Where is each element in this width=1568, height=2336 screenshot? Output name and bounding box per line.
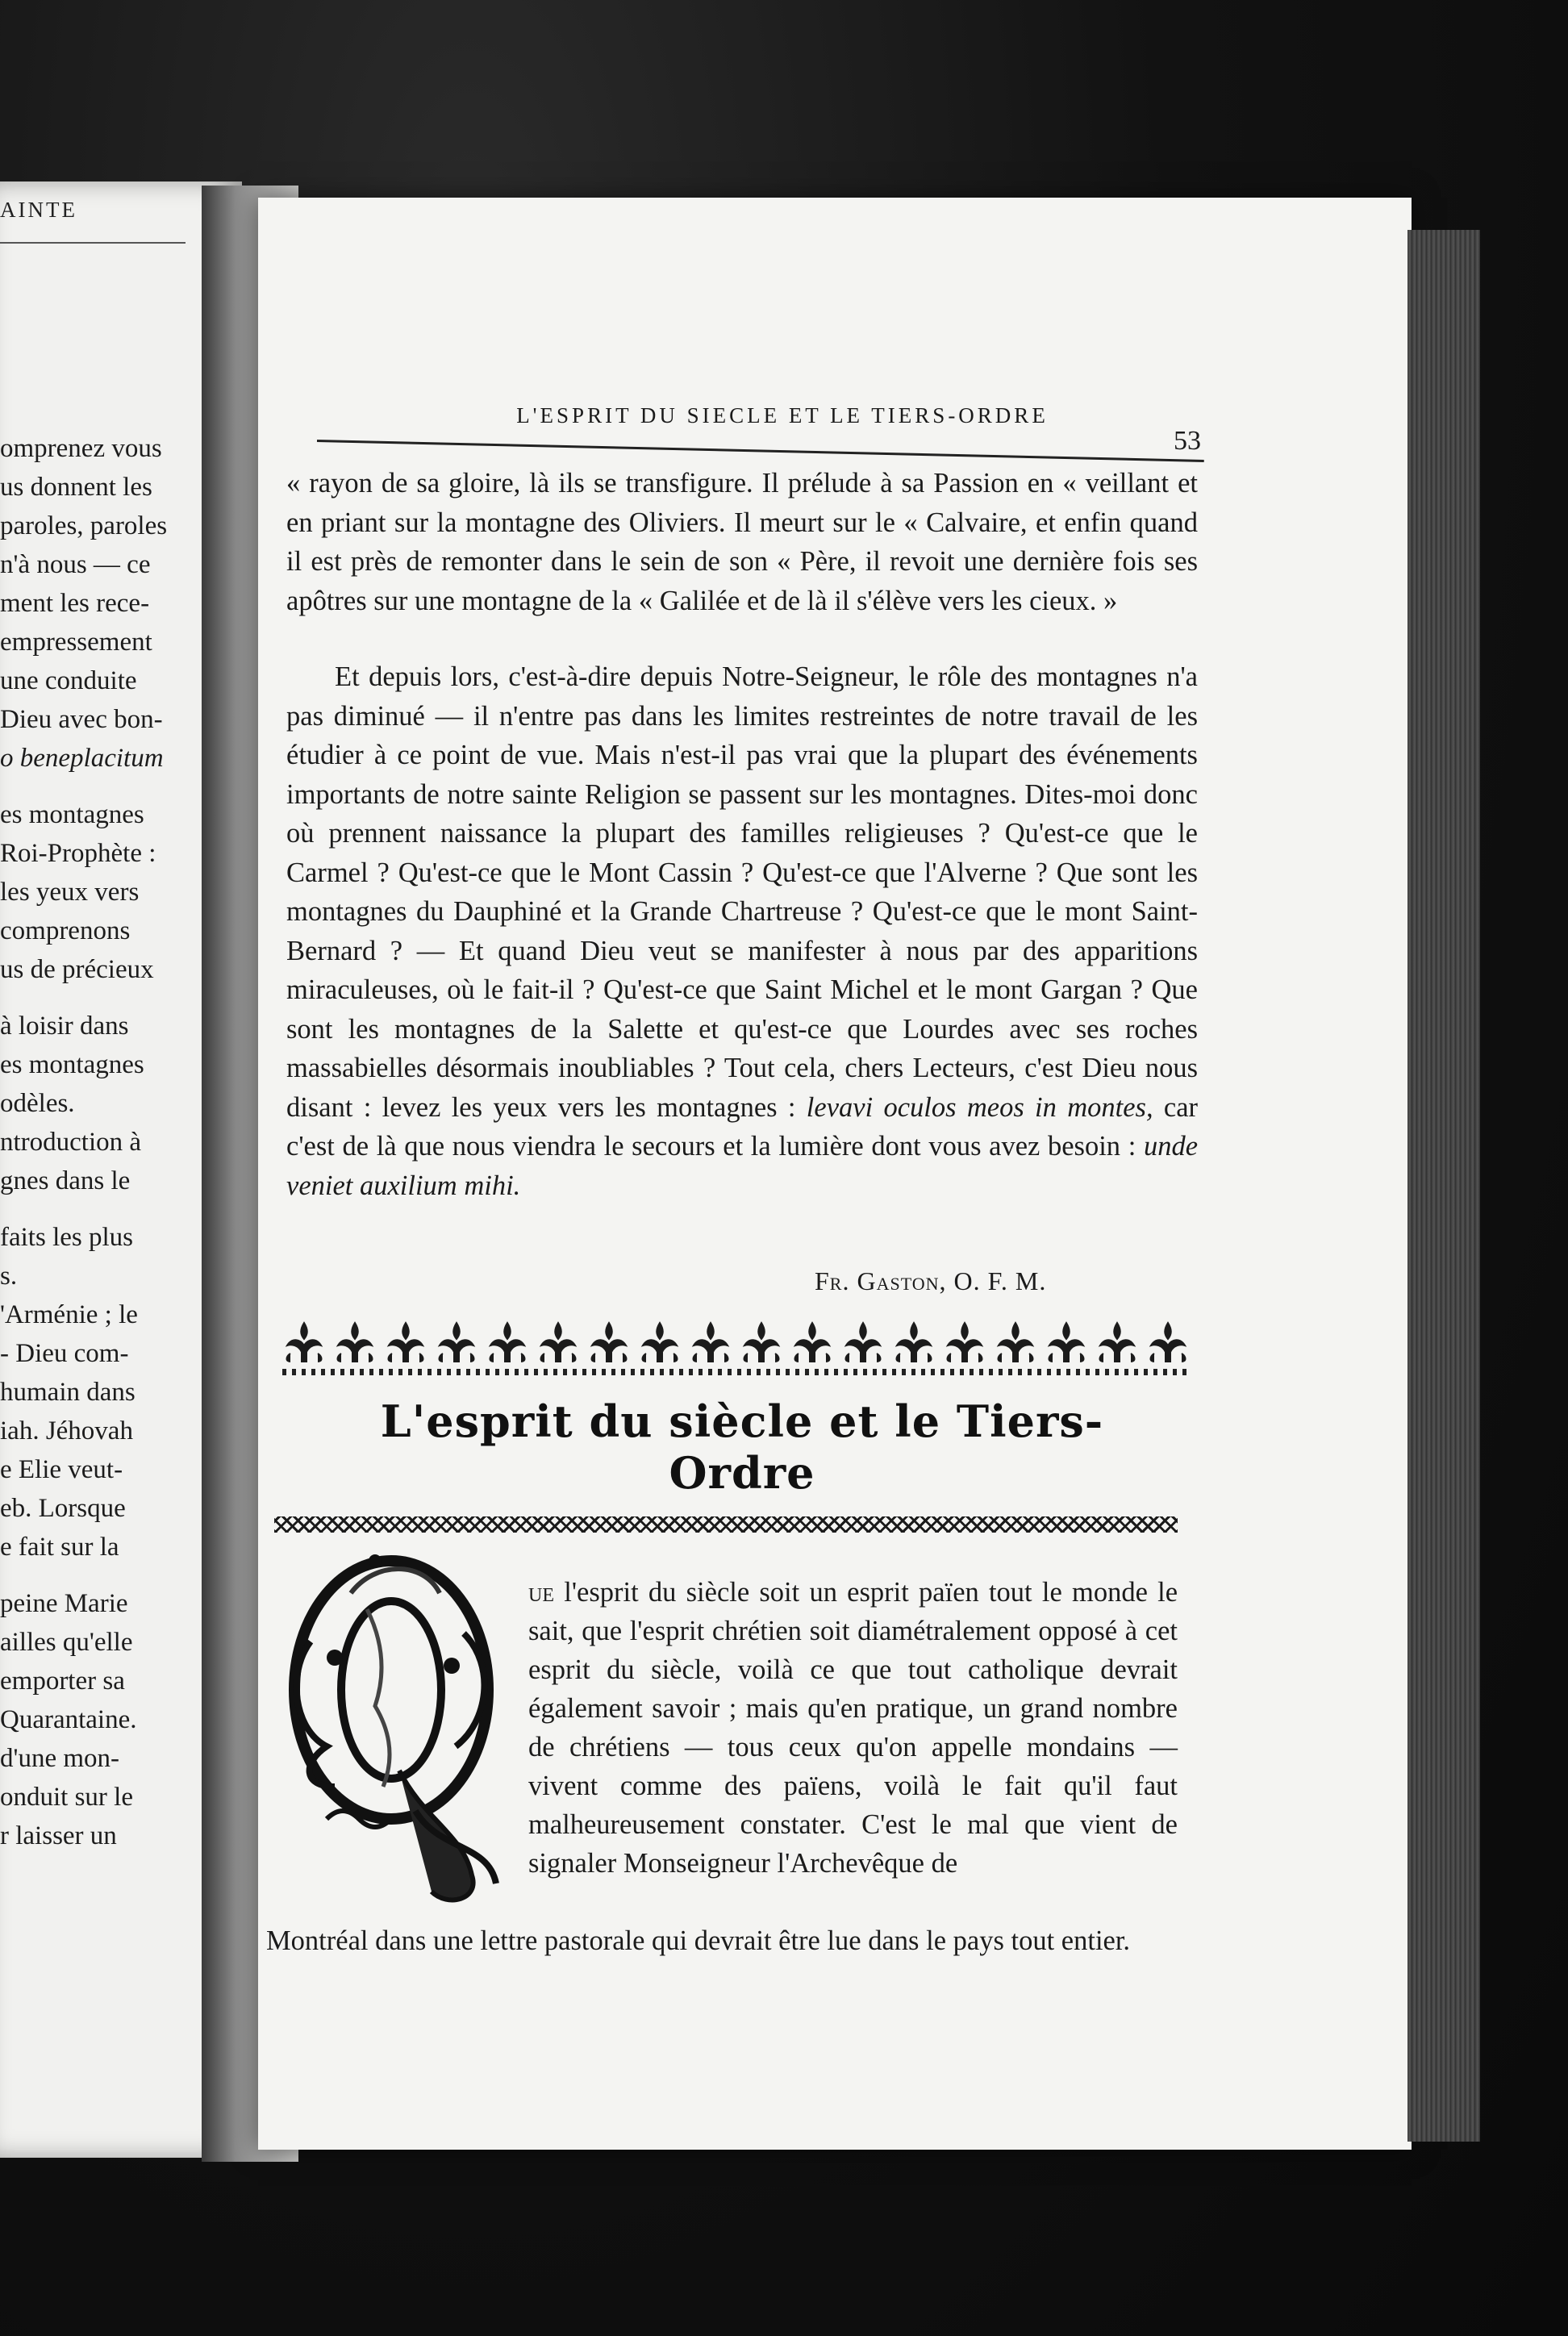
article-title: L'esprit du siècle et le Tiers-Ordre <box>380 1395 1104 1499</box>
left-page-line: Roi-Prophète : <box>0 839 156 868</box>
dropcap-continuation: ue <box>528 1577 554 1608</box>
left-page-line: gnes dans le <box>0 1166 131 1195</box>
left-page-line: 'Arménie ; le <box>0 1300 138 1329</box>
running-head: L'ESPRIT DU SIECLE ET LE TIERS-ORDRE <box>516 403 1049 428</box>
fleuron-icon <box>384 1321 427 1363</box>
article-text: l'esprit du siècle soit un esprit païen tout le monde le sait, que l'esprit chrétien soit diamétralement opposé à cet esprit du siècle, voilà ce que tout catholique devrait également savoir ; mais qu'en pratique, un grand nombre de chrétiens — tous ceux qu'on appelle mondains — vivent comme des païens, voilà le fait qu'il faut malheureusement constater. C'est le mal que vient de signaler Monseigneur l'Archevêque de <box>528 1577 1178 1879</box>
paragraph-text: Et depuis lors, c'est-à-dire depuis Notre-Seigneur, le rôle des montagnes n'a pas diminué — il n'entre pas dans les limites restreintes de notre travail de les étudier à ce point de vue. Mais n'est-il pas vrai que la plupart des événements importants de notre sainte Religion se passent sur les montagnes. Dites-moi donc où prennent naissance la plupart des familles religieuses ? Qu'est-ce que le Carmel ? Qu'est-ce que le Mont Cassin ? Qu'est-ce que l'Alverne ? Que sont les montagnes du Dauphiné et la Grande Chartreuse ? Qu'est-ce que le mont Saint-Bernard ? — Et quand Dieu veut se manifester à nous par des apparitions miraculeuses, où le fait-il ? Qu'est-ce que Saint Michel et le mont Gargan ? Que sont les montagnes de la Salette et qu'est-ce que Lourdes avec ses roches massabielles désormais inoubliables ? Tout cela, chers Lecteurs, c'est Dieu nous disant : levez les yeux vers les montagnes : <box>286 661 1198 1123</box>
paragraph-text-continued: car c'est de là que nous viendra le secours et la lumière dont vous avez besoin : <box>286 1091 1199 1162</box>
left-page-line: Dieu avec bon- <box>0 705 163 734</box>
latin-quote-closing: unde veniet auxilium mihi. <box>286 1131 1199 1201</box>
left-page-line: omprenez vous <box>0 434 162 463</box>
cross-hatched-rule <box>274 1516 1178 1533</box>
fleuron-icon <box>1146 1321 1190 1363</box>
fleuron-icon <box>536 1321 580 1363</box>
illuminated-dropcap <box>278 1545 512 1916</box>
left-page-line: onduit sur le <box>0 1783 133 1812</box>
quoted-paragraph: « rayon de sa gloire, là ils se transfigure. Il prélude à sa Passion en « veillant et en priant sur la montagne des Oliviers. Il meurt sur le « Calvaire, et enfin quand il est près de remonter dans le sein de son « Père, il revoit une dernière fois ses apôtres sur une montagne de la « Galilée et de là il s'élève vers les cieux. » <box>286 468 1198 616</box>
article-opening-paragraph <box>528 1573 1178 1883</box>
fleuron-icon <box>638 1321 682 1363</box>
left-page-line: o beneplacitum <box>0 744 164 773</box>
fleuron-icon <box>486 1321 529 1363</box>
left-page-line: us donnent les <box>0 473 152 502</box>
left-page-line: es montagnes <box>0 800 144 829</box>
left-page-line: es montagnes <box>0 1050 144 1079</box>
fleuron-icon <box>943 1321 986 1363</box>
ornamental-dot-rule <box>282 1369 1190 1375</box>
fleuron-icon <box>587 1321 631 1363</box>
left-page-line: faits les plus <box>0 1223 133 1252</box>
left-page-line: r laisser un <box>0 1821 117 1850</box>
left-page-line: ntroduction à <box>0 1128 142 1157</box>
left-page-line: emporter sa <box>0 1666 125 1696</box>
fleuron-icon <box>282 1321 326 1363</box>
left-page-line: Quarantaine. <box>0 1705 137 1734</box>
page-number: 53 <box>1174 426 1201 456</box>
body-paragraph <box>286 657 1198 1205</box>
left-page-line: à loisir dans <box>0 1012 129 1041</box>
left-page-line: ment les rece- <box>0 589 150 618</box>
left-page-line: paroles, paroles <box>0 511 168 540</box>
fleuron-icon <box>994 1321 1037 1363</box>
left-page-line: peine Marie <box>0 1589 128 1618</box>
latin-quote: levavi oculos meos in montes, <box>806 1091 1153 1123</box>
author-signature: Fr. Gaston, O. F. M. <box>815 1266 1047 1295</box>
left-page-line: empressement <box>0 628 152 657</box>
article-paragraph-tail: Montréal dans une lettre pastorale qui devrait être lue dans le pays tout entier. <box>266 1925 1131 1956</box>
left-page-line: n'à nous — ce <box>0 550 151 579</box>
fleuron-icon <box>790 1321 834 1363</box>
page-edges <box>1407 230 1480 2142</box>
left-page-line: - Dieu com- <box>0 1339 129 1368</box>
left-page-line: us de précieux <box>0 955 154 984</box>
left-running-head: AINTE <box>0 198 77 222</box>
left-page-line: humain dans <box>0 1378 136 1407</box>
fleuron-icon <box>740 1321 783 1363</box>
fleuron-icon <box>892 1321 936 1363</box>
ornamental-border <box>282 1319 1190 1363</box>
left-page-line: e Elie veut- <box>0 1455 123 1484</box>
fleuron-icon <box>1045 1321 1088 1363</box>
dropcap-q-icon <box>278 1545 512 1916</box>
left-page-line: ailles qu'elle <box>0 1628 133 1657</box>
fleuron-icon <box>689 1321 732 1363</box>
left-page-line: une conduite <box>0 666 137 695</box>
fleuron-icon <box>841 1321 885 1363</box>
left-page-line: comprenons <box>0 916 131 945</box>
left-head-rule <box>0 242 186 244</box>
left-page-line: les yeux vers <box>0 878 140 907</box>
left-page-line: s. <box>0 1262 18 1291</box>
left-page-line: eb. Lorsque <box>0 1494 126 1523</box>
left-page-line: e fait sur la <box>0 1533 119 1562</box>
left-page-line: odèles. <box>0 1089 75 1118</box>
fleuron-icon <box>333 1321 377 1363</box>
left-page-line: d'une mon- <box>0 1744 120 1773</box>
left-page-line: iah. Jéhovah <box>0 1416 133 1445</box>
fleuron-icon <box>435 1321 478 1363</box>
fleuron-icon <box>1095 1321 1139 1363</box>
